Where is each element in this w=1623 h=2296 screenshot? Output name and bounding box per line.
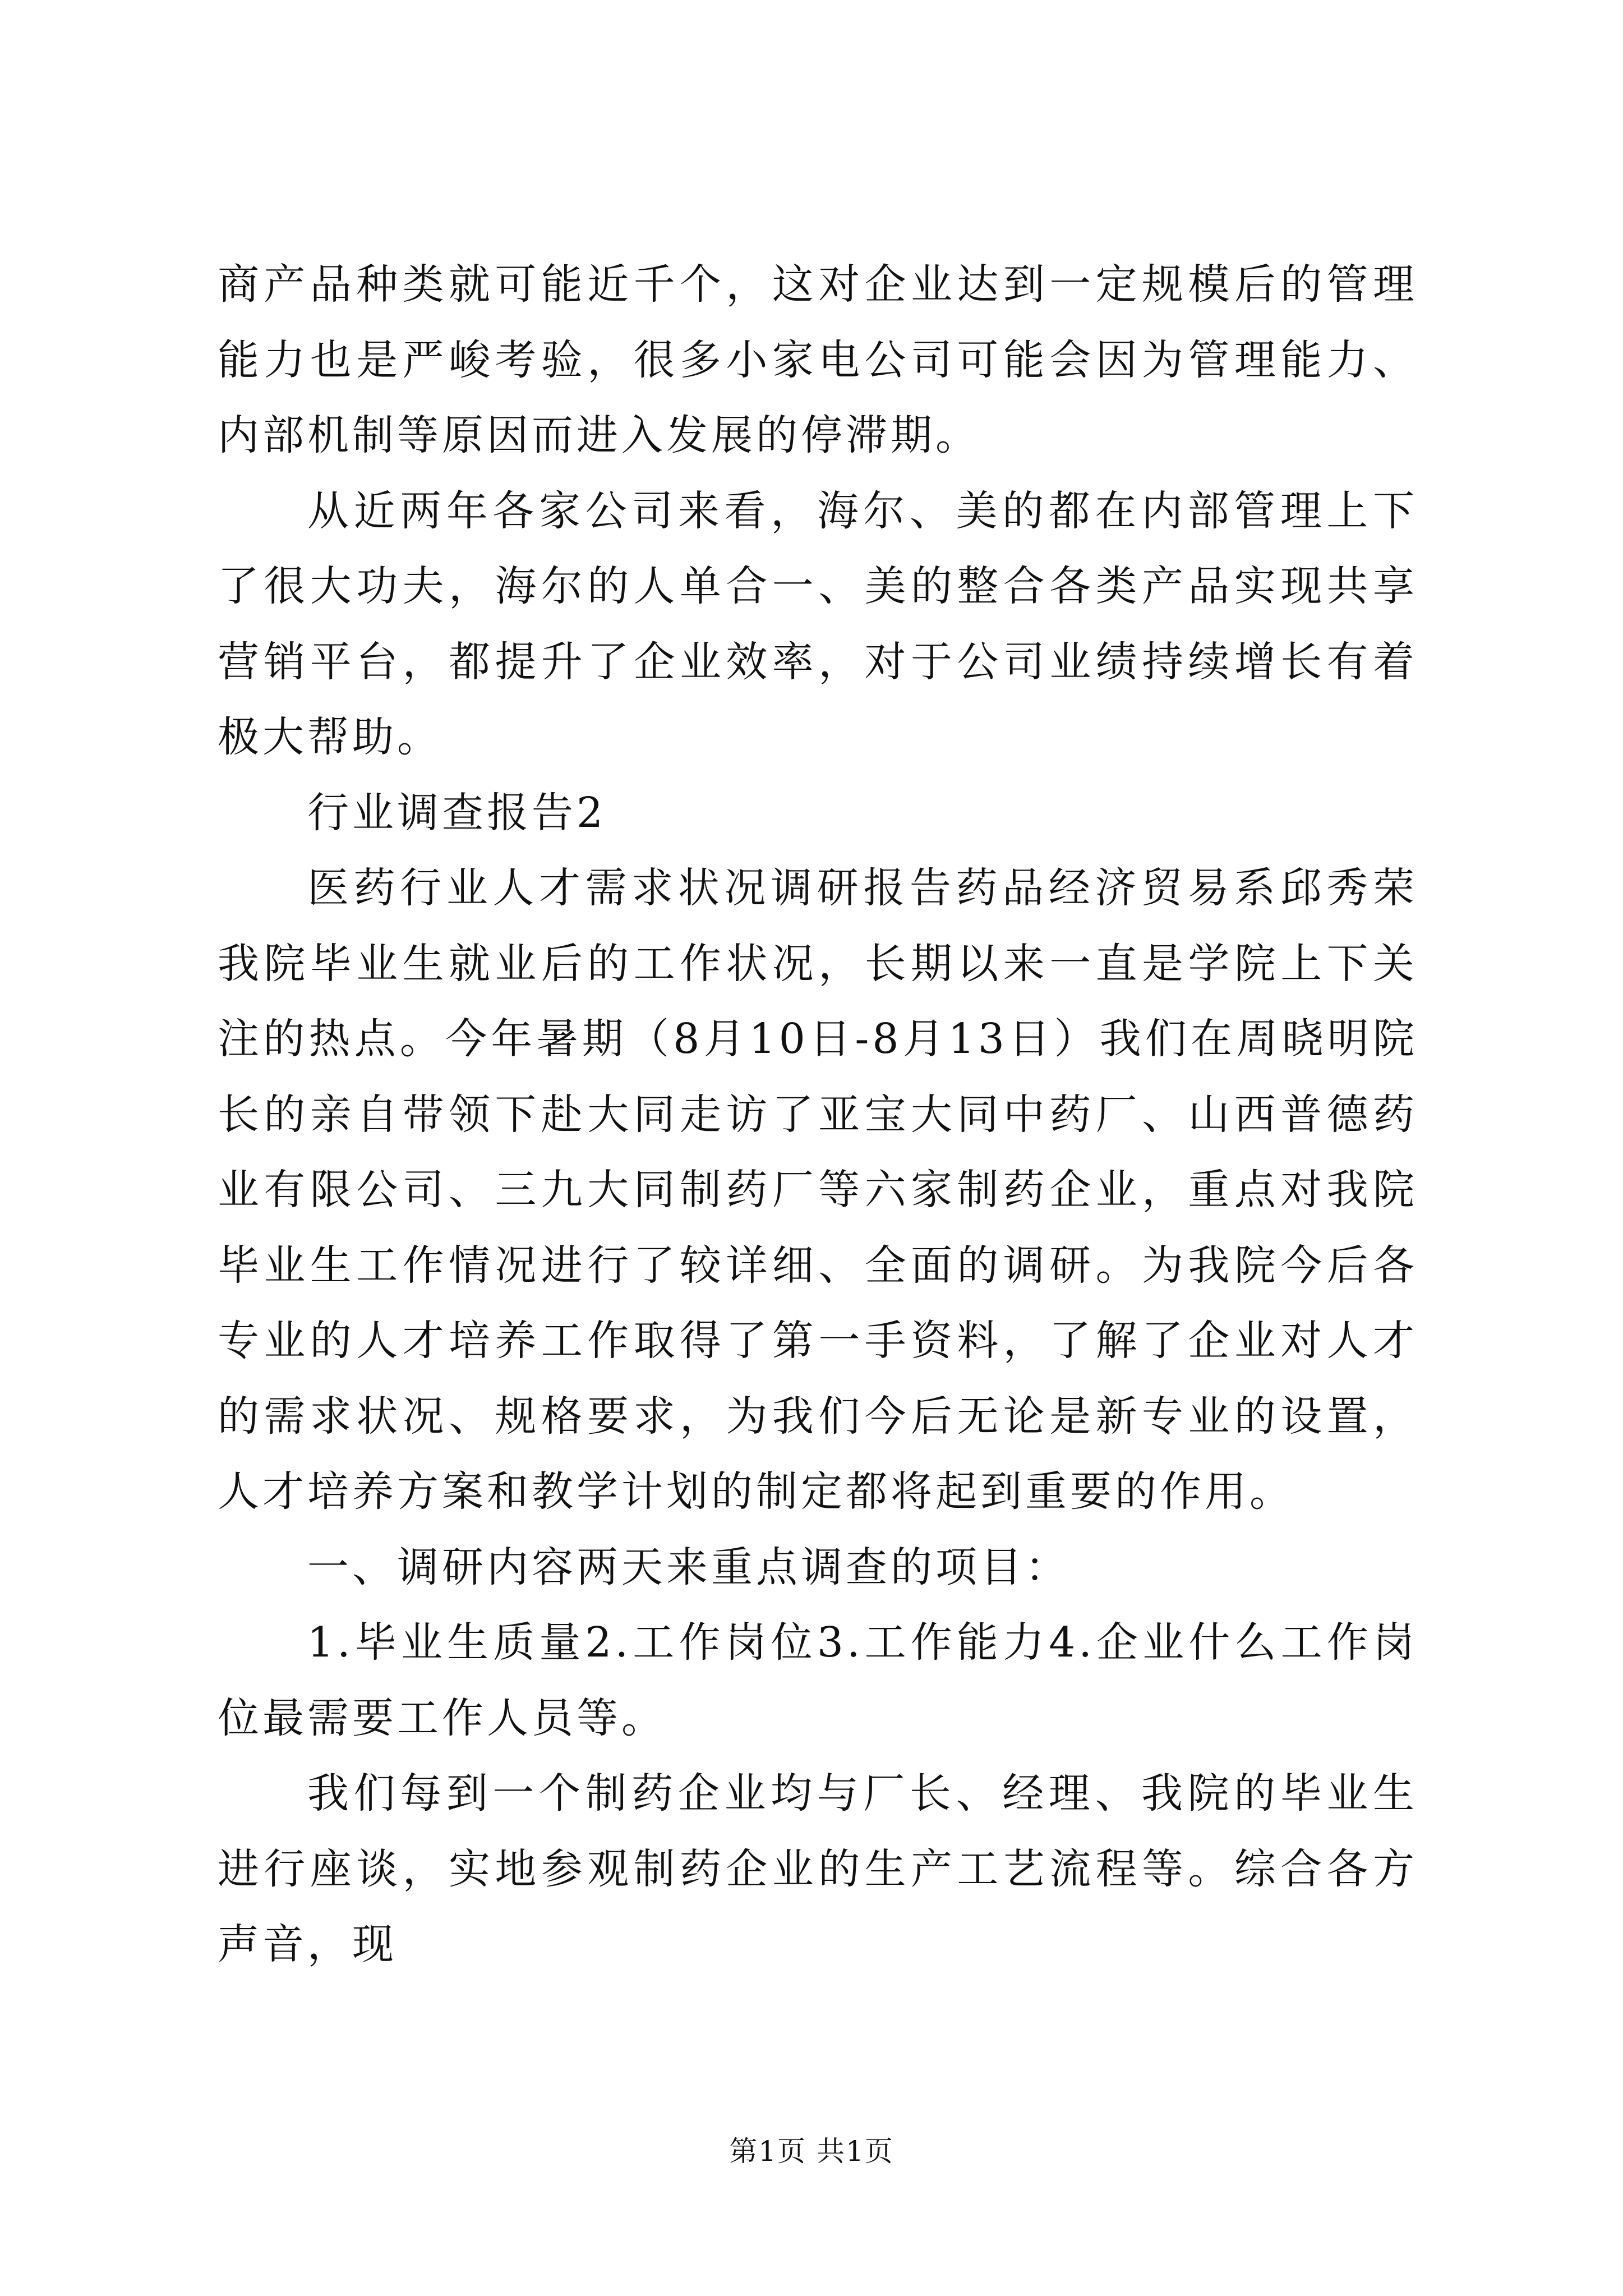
paragraph-pharma-survey: 医药行业人才需求状况调研报告药品经济贸易系邱秀荣我院毕业生就业后的工作状况，长期以来一直是学院上下关注的热点。今年暑期（8月10日-8月13日）我们在周晓明院长的亲自带领下赴大同走访了亚宝大同中药厂、山西普德药业有限公司、三九大同制药厂等六家制药企业，重点对我院毕业生工作情况进行了较详细、全面的调研。为我院今后各专业的人才培养工作取得了第一手资料，了解了企业对人才的需求状况、规格要求，为我们今后无论是新专业的设置，人才培养方案和教学计划的制定都将起到重要的作用。 bbox=[218, 864, 1418, 1516]
paragraph-survey-content: 一、调研内容两天来重点调查的项目： bbox=[307, 1543, 1070, 1591]
paragraph-interviews: 我们每到一个制药企业均与厂长、经理、我院的毕业生进行座谈，实地参观制药企业的生产工艺流程等。综合各方声音，现 bbox=[218, 1769, 1418, 1968]
document-body bbox=[218, 247, 1418, 1982]
section-heading-report-2: 行业调查报告2 bbox=[307, 788, 607, 837]
paragraph-survey-items: 1.毕业生质量2.工作岗位3.工作能力4.企业什么工作岗位最需要工作人员等。 bbox=[218, 1618, 1418, 1742]
page-number-footer: 第1页 共1页 bbox=[729, 2135, 894, 2168]
paragraph-continuation: 商产品种类就可能近千个，这对企业达到一定规模后的管理能力也是严峻考验，很多小家电公司可能会因为管理能力、内部机制等原因而进入发展的停滞期。 bbox=[218, 260, 1418, 459]
paragraph-haier-midea: 从近两年各家公司来看，海尔、美的都在内部管理上下了很大功夫，海尔的人单合一、美的整合各类产品实现共享营销平台，都提升了企业效率，对于公司业绩持续增长有着极大帮助。 bbox=[218, 486, 1418, 761]
